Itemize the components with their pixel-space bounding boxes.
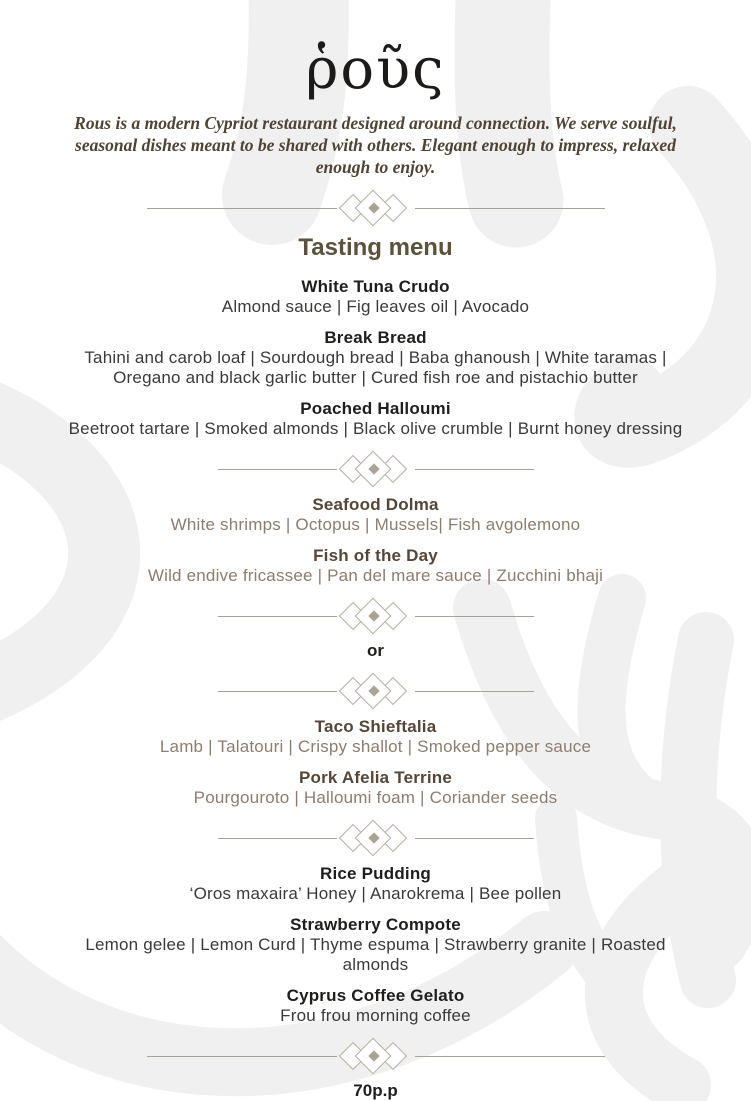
diamond-ornament-icon [337,454,415,484]
menu-item-name: Poached Halloumi [300,399,451,418]
restaurant-logo: ῥοῦς [305,37,446,102]
divider-line [147,208,337,209]
menu-item-name: Break Bread [324,328,427,347]
menu-item-name: Rice Pudding [319,864,432,883]
menu-item-desc: Frou frou morning coffee [280,1006,471,1025]
menu-item [66,546,686,586]
restaurant-intro: Rous is a modern Cypriot restaurant designed around connection. We serve soulful, seasonal dishes meant to be shared with others. Elegant enough to impress, relaxed enough to enjoy. [74,113,677,177]
menu-item [66,986,686,1026]
or-separator: or [367,641,384,660]
menu-item [66,915,686,975]
menu-item [66,864,686,904]
menu-item-name: Seafood Dolma [312,495,439,514]
section-divider [218,823,534,853]
divider-line [218,616,337,617]
menu-item-name: Strawberry Compote [290,915,461,934]
menu-item-name: Taco Shieftalia [314,717,437,736]
diamond-ornament-icon [337,193,415,223]
diamond-ornament-icon [337,1041,415,1071]
menu-title: Tasting menu [298,234,453,261]
menu-item-desc: Wild endive fricassee | Pan del mare sauce | Zucchini bhaji [147,566,604,585]
divider-line [415,616,534,617]
diamond-ornament-icon [337,601,415,631]
menu-item-desc: ‘Oros maxaira’ Honey | Anarokrema | Bee pollen [189,884,562,903]
divider-line [218,691,337,692]
divider-line [218,838,337,839]
section-divider [218,601,534,631]
menu-item-desc: Lamb | Talatouri | Crispy shallot | Smoked pepper sauce [159,737,592,756]
divider-line [415,208,605,209]
menu-item-name: Cyprus Coffee Gelato [286,986,465,1005]
section-divider [218,454,534,484]
menu-item [66,277,686,317]
divider-line [415,469,534,470]
menu-content [66,0,686,1101]
section-divider [147,193,605,223]
diamond-ornament-icon [337,823,415,853]
divider-line [415,691,534,692]
menu-item-desc: Tahini and carob loaf | Sourdough bread | Baba ghanoush | White taramas | Oregano and black garlic butter | Cured fish roe and pistachio butter [84,348,667,387]
menu-item-name: White Tuna Crudo [301,277,450,296]
menu-item [66,495,686,535]
divider-line [415,838,534,839]
menu-item [66,399,686,439]
section-divider [218,676,534,706]
divider-line [218,469,337,470]
divider-line [415,1056,605,1057]
menu-item-desc: Lemon gelee | Lemon Curd | Thyme espuma | Strawberry granite | Roasted almonds [85,935,666,974]
menu-item-name: Pork Afelia Terrine [298,768,453,787]
divider-line [147,1056,337,1057]
menu-price: 70p.p [353,1081,398,1100]
menu-item [66,768,686,808]
diamond-ornament-icon [337,676,415,706]
menu-item-desc: White shrimps | Octopus | Mussels| Fish avgolemono [170,515,581,534]
menu-item-desc: Pourgouroto | Halloumi foam | Coriander seeds [193,788,558,807]
menu-item [66,328,686,388]
menu-item-desc: Almond sauce | Fig leaves oil | Avocado [221,297,530,316]
menu-item-name: Fish of the Day [313,546,438,565]
menu-item-desc: Beetroot tartare | Smoked almonds | Black olive crumble | Burnt honey dressing [68,419,683,438]
menu-item [66,717,686,757]
section-divider [147,1041,605,1071]
